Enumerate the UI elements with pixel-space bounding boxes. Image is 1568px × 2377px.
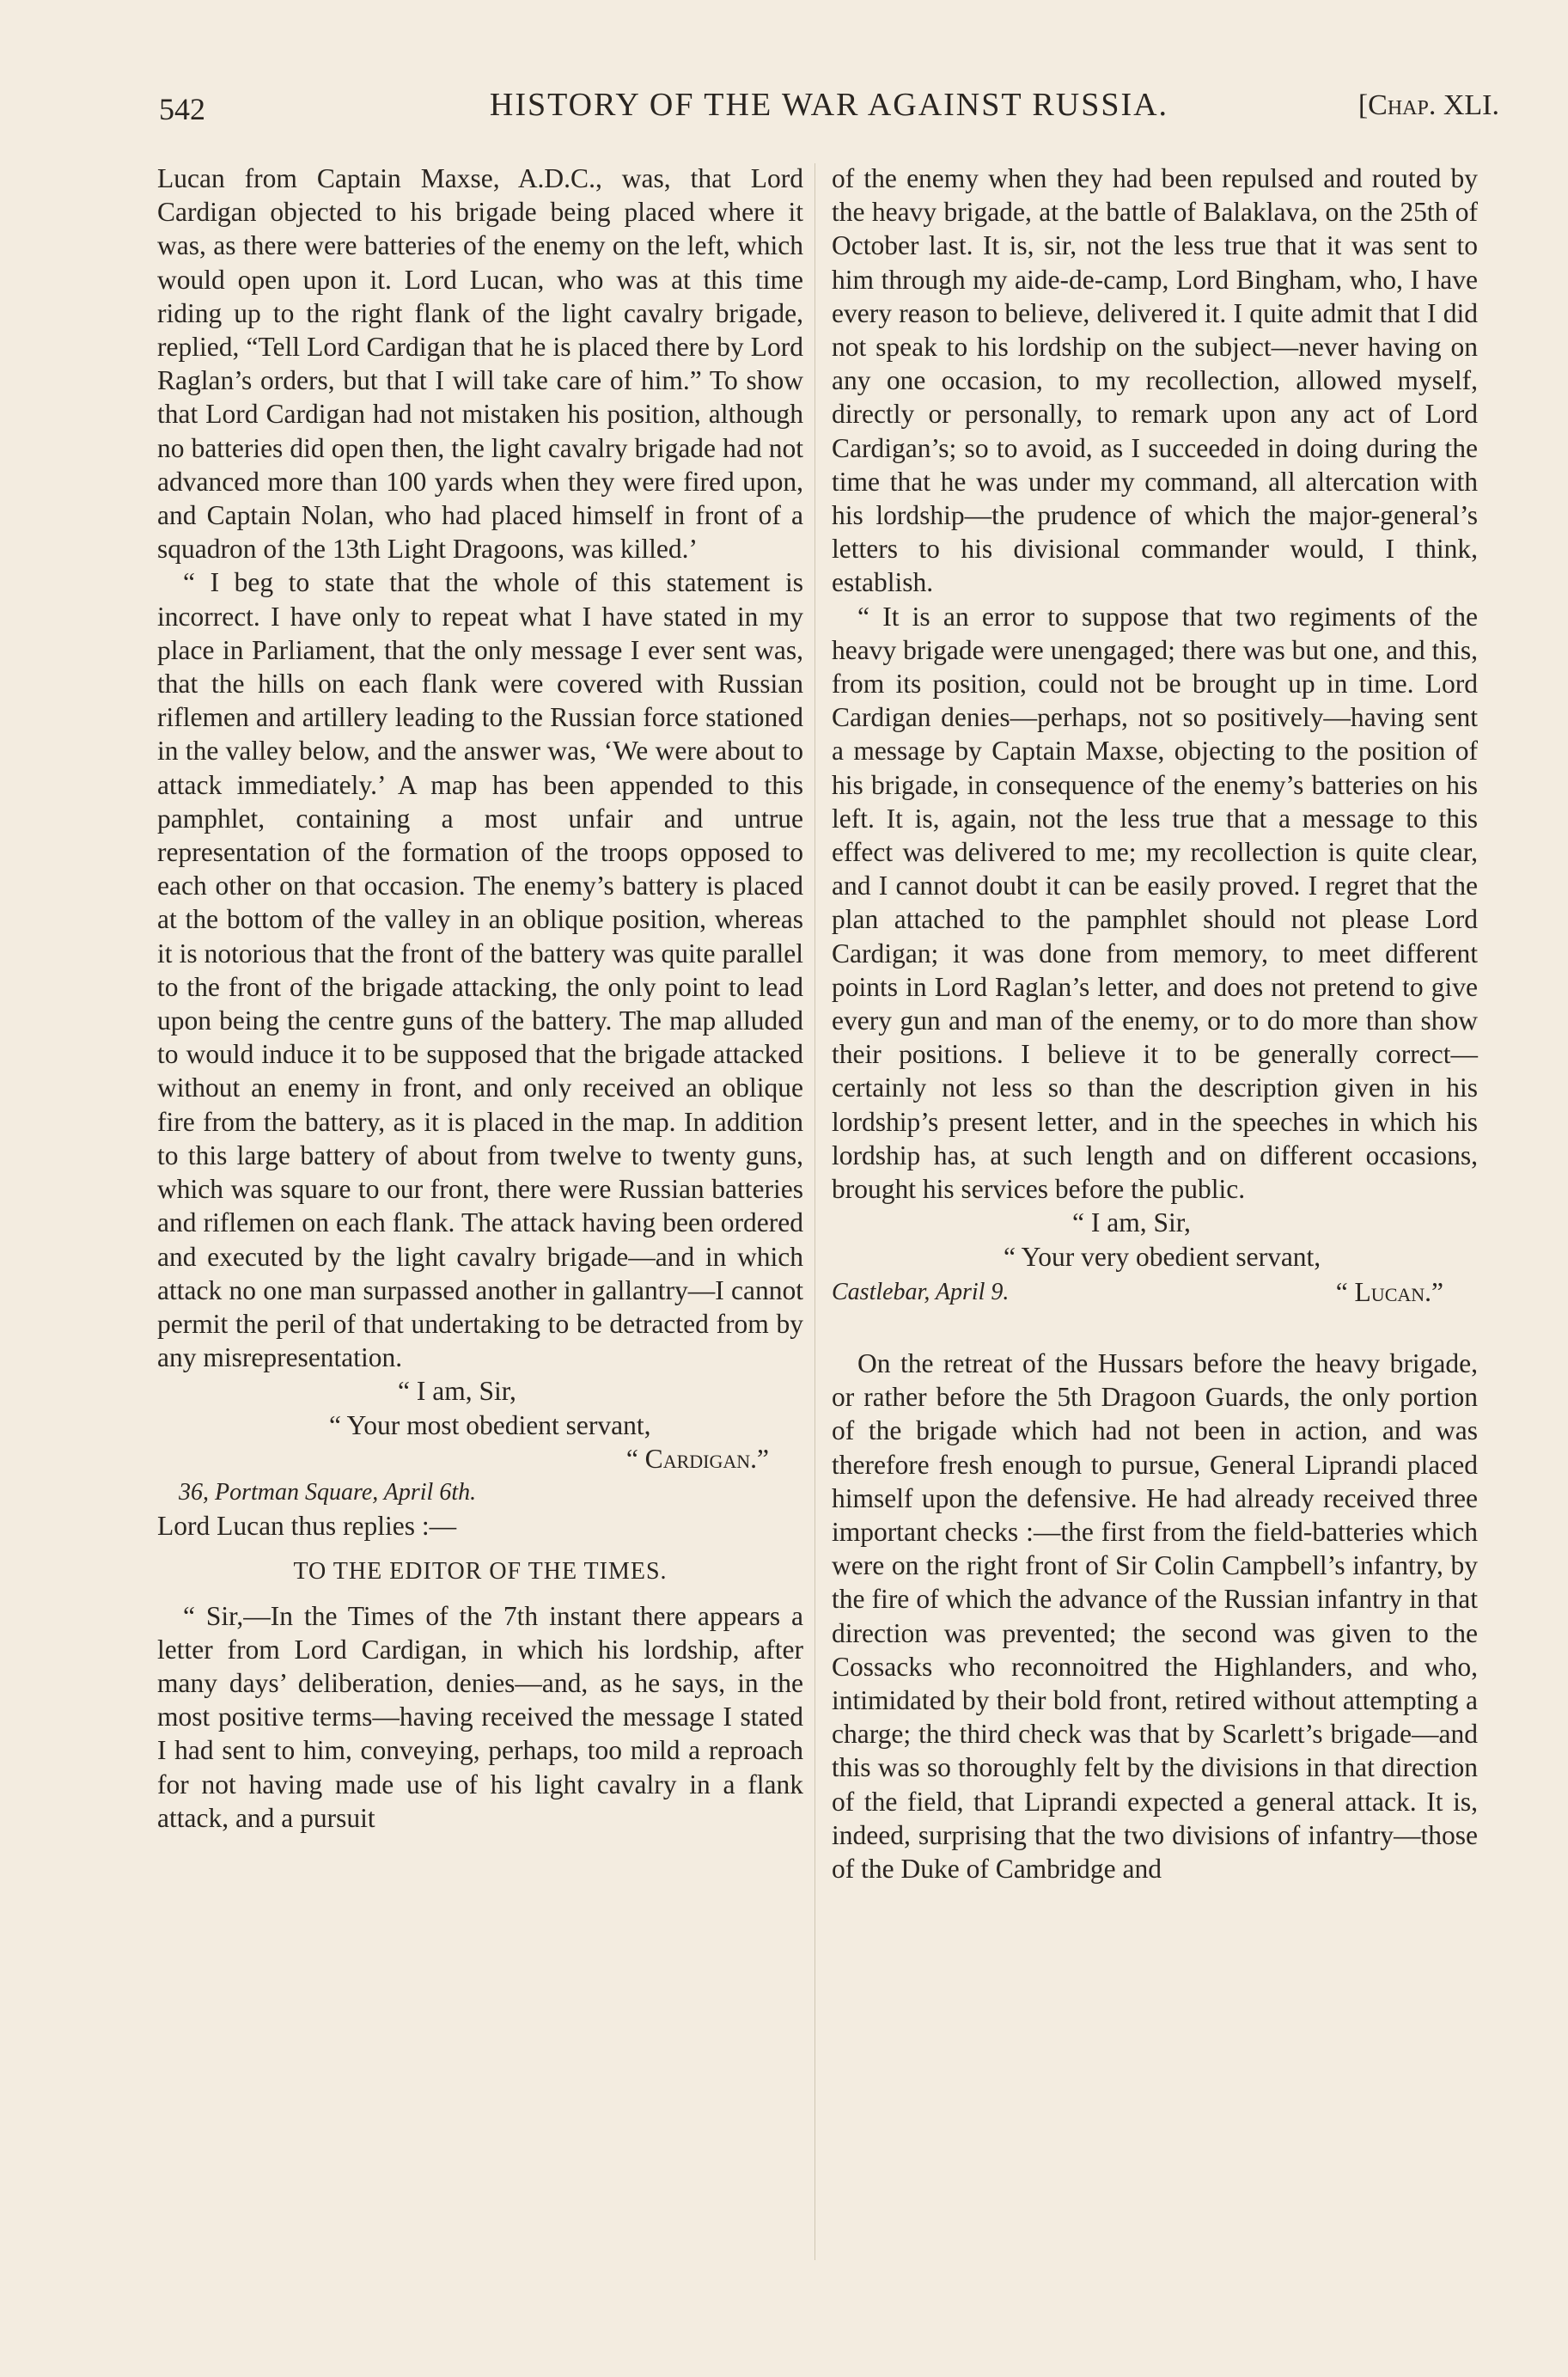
left-signoff-2: “ Your most obedient servant, <box>329 1409 651 1440</box>
editor-heading: TO THE EDITOR OF THE TIMES. <box>293 1558 668 1586</box>
left-column <box>157 162 803 1835</box>
left-paragraph-2: “ I beg to state that the whole of this statement is incorrect. I have only to repeat what I have stated in my place in Parliament, that the only message I ever sent was, that the hills on each flank were covered with Russian riflemen and artillery leading to the Russian force stationed in the valley below, and the answer was, ‘We were about to attack immediately.’ A map has been appended to this pamphlet, containing a most unfair and untrue representation of the formation of the troops opposed to each other on that occasion. The enemy’s battery is placed at the bottom of the valley in an oblique position, whereas it is notorious that the front of the battery was quite parallel to the front of the brigade attacking, the only point to lead upon being the centre guns of the battery. The map alluded to would induce it to be supposed that the brigade attacked without an enemy in front, and only received an oblique fire from the battery, as it is placed in the map. In addition to this large battery of about from twelve to twenty guns, which was square to our front, there were Russian batteries and riflemen on each flank. The attack having been ordered and executed by the light cavalry brigade—and in which attack no one man surpassed another in gallantry—I cannot permit the peril of that undertaking to be detracted from by any misrepresentation. <box>157 567 803 1373</box>
right-location-line <box>832 1275 1478 1309</box>
right-column <box>832 162 1478 1885</box>
right-location: Castlebar, April 9. <box>832 1278 1010 1305</box>
right-signoff-1: “ I am, Sir, <box>1072 1207 1191 1238</box>
lucan-intro: Lord Lucan thus replies :— <box>157 1511 457 1542</box>
left-paragraph-1: Lucan from Captain Maxse, A.D.C., was, that Lord Cardigan objected to his brigade being placed where it was, as there were batteries of the enemy on the left, which would open upon it. Lord Lucan, who was at this time riding up to the right flank of the light cavalry brigade, replied, “Tell Lord Cardigan that he is placed there by Lord Raglan’s orders, but that I will take care of him.” To show that Lord Cardigan had not mistaken his position, although no batteries did open then, the light cavalry brigade had not advanced more than 100 yards when they were fired upon, and Captain Nolan, who had placed himself in front of a squadron of the 13th Light Dragoons, was killed.’ <box>157 163 803 565</box>
left-location: 36, Portman Square, April 6th. <box>179 1478 477 1506</box>
left-signoff-1: “ I am, Sir, <box>398 1376 516 1407</box>
right-signoff-2: “ Your very obedient servant, <box>1004 1241 1321 1272</box>
right-signature: “ Lucan.” <box>1335 1276 1443 1307</box>
right-paragraph-2: “ It is an error to suppose that two regiments of the heavy brigade were unengaged; there was but one, and this, from its position, could not be brought up in time. Lord Cardigan denies—perhaps, not so positively—having sent a message by Captain Maxse, objecting to the position of his brigade, in consequence of the enemy’s batteries on his left. It is, again, not the less true that a message to this effect was delivered to me; my recollection is quite clear, and I cannot doubt it can be easily proved. I regret that the plan attached to the pamphlet should not please Lord Cardigan; it was done from memory, to meet different points in Lord Raglan’s letter, and does not pretend to give every gun and man of the enemy, or to do more than show their positions. I believe it to be generally correct—certainly not less so than the description given in his lordship’s present letter, and in the speeches in which his lordship has, at such length and on different occasions, brought his services before the public. <box>832 601 1478 1205</box>
running-header <box>159 86 1499 137</box>
chapter-label: [Chap. XLI. <box>1358 89 1499 121</box>
left-signature: “ Cardigan.” <box>625 1443 769 1474</box>
right-paragraph-3: On the retreat of the Hussars before the heavy brigade, or rather before the 5th Dragoon Guards, the only portion of the brigade which had not been in action, and was therefore fresh enough to pursue, General Liprandi placed himself upon the defensive. He had already received three important checks :—the first from the field-batteries which were on the right front of Sir Colin Campbell’s infantry, by the fire of which the advance of the Russian infantry in that direction was prevented; the second was given to the Cossacks who reconnoitred the Highlanders, and who, intimidated by their bold front, retired without attempting a charge; the third check was that by Scarlett’s brigade—and this was so thoroughly felt by the divisions in that direction of the field, that Liprandi expected a general attack. It is, indeed, surprising that the two divisions of infantry—those of the Duke of Cambridge and <box>832 1347 1478 1884</box>
left-paragraph-3: “ Sir,—In the Times of the 7th instant there appears a letter from Lord Cardigan, in which his lordship, after many days’ deliberation, denies—and, as he says, in the most positive terms—having received the message I stated I had sent to him, conveying, perhaps, too mild a reproach for not having made use of his light cavalry in a flank attack, and a pursuit <box>157 1600 803 1833</box>
right-paragraph-1: of the enemy when they had been repulsed and routed by the heavy brigade, at the battle of Balaklava, on the 25th of October last. It is, sir, not the less true that it was sent to him through my aide-de-camp, Lord Bingham, who, I have every reason to believe, delivered it. I quite admit that I did not speak to his lordship on the subject—never having on any one occasion, to my recollection, allowed myself, directly or personally, to remark upon any act of Lord Cardigan’s; so to avoid, as I succeeded in doing during the time that he was under my command, all altercation with his lordship—the prudence of which the major-general’s letters to his divisional commander would, I think, establish. <box>832 163 1478 598</box>
running-title: HISTORY OF THE WAR AGAINST RUSSIA. <box>489 87 1169 123</box>
page-number: 542 <box>159 92 205 126</box>
